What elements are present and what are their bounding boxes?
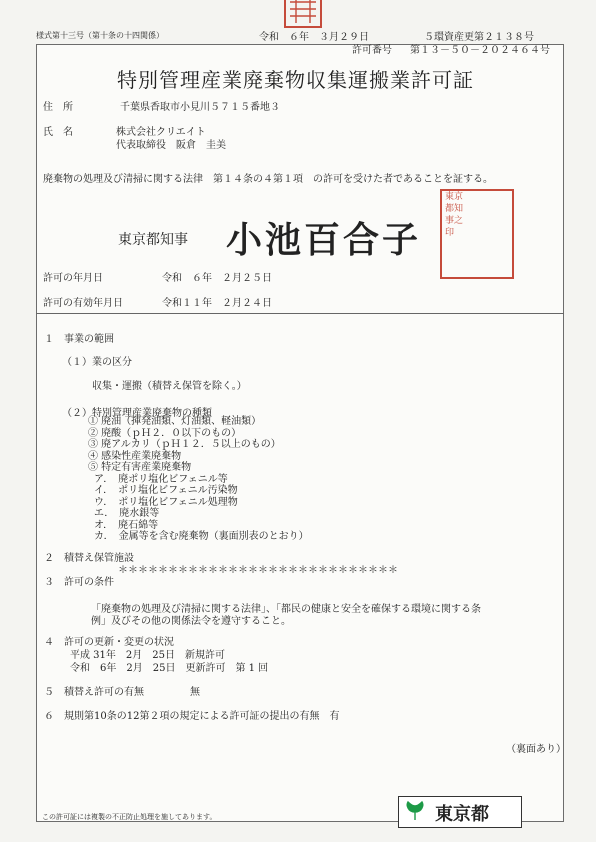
stamp-pattern-icon (286, 0, 320, 26)
representative-name: 代表取締役 阪倉 圭美 (116, 140, 226, 151)
seal-line-1: 東京 (445, 192, 464, 202)
reference-number: ５環資産更第２１３８号 (424, 32, 534, 43)
back-page-note: （裏面あり） (506, 744, 566, 755)
waste-type-item: イ． ポリ塩化ビフェニル汚染物 (94, 485, 238, 496)
name-label: 氏 名 (43, 127, 73, 138)
address-label: 住 所 (43, 102, 73, 113)
section-1-sub-1-value: 収集・運搬（積替え保管を除く。） (92, 381, 247, 392)
seal-line-4: 印 (445, 228, 455, 238)
governor-seal (440, 189, 514, 279)
section-4-title: ４ 許可の更新・変更の状況 (44, 637, 174, 648)
certification-text: 廃棄物の処理及び清掃に関する法律 第１４条の４第１項 の許可を受けた者であることを証する。 (43, 174, 493, 185)
page-title: 特別管理産業廃棄物収集運搬業許可証 (117, 68, 474, 92)
section-5-value: 無 (190, 687, 200, 698)
section-6-text: ６ 規則第10条の12第２項の規定による許可証の提出の有無 有 (44, 711, 340, 722)
section-5-title: ５ 積替え許可の有無 (44, 687, 144, 698)
waste-type-item: オ． 廃石綿等 (94, 519, 159, 531)
waste-type-item: ② 廃酸（ｐＨ２．０以下のもの） (88, 427, 242, 439)
permit-number: 第１３－５０－２０２４６４号 (410, 45, 550, 56)
waste-type-item: ④ 感染性産業廃棄物 (88, 450, 182, 462)
waste-type-list (88, 416, 309, 543)
section-2-value: ＊＊＊＊＊＊＊＊＊＊＊＊＊＊＊＊＊＊＊＊＊＊＊＊＊＊＊＊ (118, 565, 398, 576)
footer-note: この許可証には複製の不正防止処理を施してあります。 (42, 813, 217, 821)
waste-type-item: ① 廃油（揮発油類、灯油類、軽油類） (88, 416, 262, 427)
top-stamp (284, 0, 322, 28)
section-1-title: １ 事業の範囲 (44, 334, 114, 345)
waste-type-item: ⑤ 特定有害産業廃棄物 (88, 462, 192, 473)
address-value: 千葉県香取市小見川５７１５番地３ (120, 102, 280, 113)
section-4-line-1: 平成 31年 2月 25日 新規許可 (70, 650, 225, 661)
logo-text: 東京都 (435, 804, 489, 825)
section-3-line-1: 「廃棄物の処理及び清掃に関する法律」、「都民の健康と安全を確保する環境に関する条 (91, 604, 481, 615)
section-2-title: ２ 積替え保管施設 (44, 553, 134, 564)
waste-type-item: カ． 金属等を含む廃棄物（裏面別表のとおり） (94, 531, 309, 542)
seal-line-3: 事之 (445, 216, 464, 226)
expiry-date-value: 令和１１年 ２月２４日 (162, 298, 272, 309)
issue-date-label: 許可の年月日 (43, 273, 103, 284)
section-3-title: ３ 許可の条件 (44, 577, 114, 588)
section-3-line-2: 例」及びその他の関係法令を遵守すること。 (91, 616, 291, 627)
ginkgo-leaf-icon (405, 800, 425, 822)
company-name: 株式会社クリエイト (116, 127, 206, 138)
issue-date-value: 令和 ６年 ２月２５日 (162, 273, 272, 284)
section-1-sub-2: （２）特別管理産業廃棄物の種類 (62, 408, 212, 419)
section-divider (36, 313, 564, 314)
governor-signature: 小池百合子 (226, 219, 422, 261)
section-4-line-2: 令和 6年 2月 25日 更新許可 第 1 回 (70, 663, 269, 674)
governor-title: 東京都知事 (118, 232, 188, 248)
permit-number-label: 許可番号 (352, 45, 392, 56)
form-label: 様式第十三号（第十条の十四関係） (36, 31, 164, 40)
seal-line-2: 都知 (445, 204, 464, 214)
waste-type-item: ウ． ポリ塩化ビフェニル処理物 (94, 496, 238, 508)
tokyo-logo (398, 796, 522, 828)
waste-type-item: ③ 廃アルカリ（ｐＨ１２．５以上のもの） (88, 439, 281, 450)
waste-type-item: ア． 廃ポリ塩化ビフェニル等 (94, 473, 228, 485)
section-1-sub-1: （１）業の区分 (62, 357, 132, 368)
issue-date-line: 令和 ６年 ３月２９日 (259, 32, 369, 43)
expiry-date-label: 許可の有効年月日 (43, 298, 123, 309)
waste-type-item: エ． 廃水銀等 (94, 508, 160, 519)
